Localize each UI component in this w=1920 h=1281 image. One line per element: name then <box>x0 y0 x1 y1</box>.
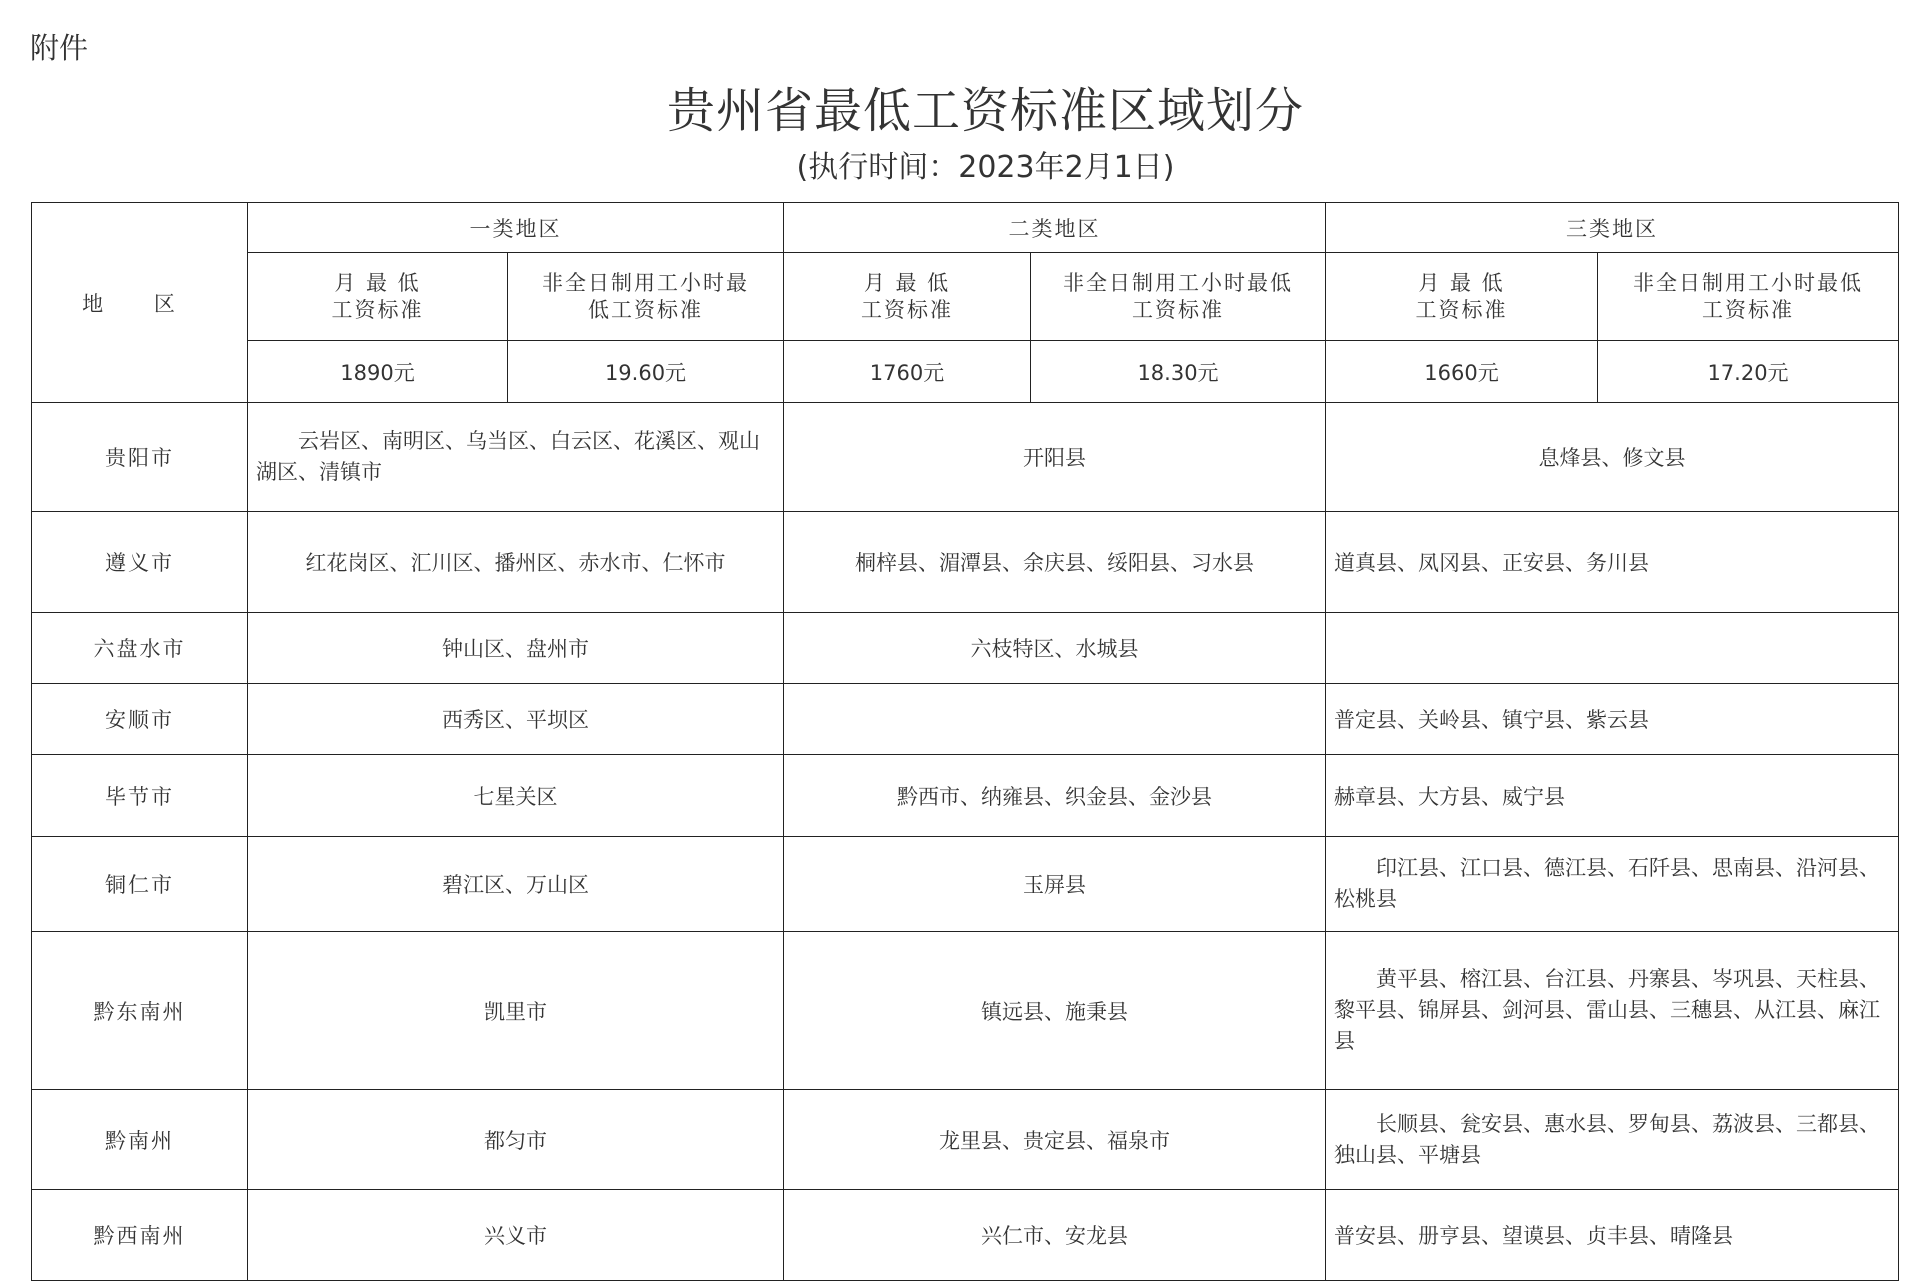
region-name: 贵阳市 <box>32 403 248 512</box>
tier-1-areas: 云岩区、南明区、乌当区、白云区、花溪区、观山湖区、清镇市 <box>248 403 784 512</box>
region-name: 六盘水市 <box>32 613 248 684</box>
tier-1-areas: 兴义市 <box>248 1190 784 1281</box>
tier-2-monthly-wage: 1760元 <box>784 341 1031 403</box>
tier-1-monthly-header: 月 最 低 工资标准 <box>248 253 508 341</box>
tier-3-areas <box>1326 613 1899 684</box>
document-title: 贵州省最低工资标准区域划分 <box>666 83 1304 139</box>
tier-2-areas: 龙里县、贵定县、福泉市 <box>784 1090 1326 1190</box>
tier-1-areas: 西秀区、平坝区 <box>248 684 784 755</box>
region-name: 遵义市 <box>32 512 248 613</box>
tier-2-areas <box>784 684 1326 755</box>
table-row <box>32 684 1899 755</box>
table-row <box>32 403 1899 512</box>
region-name: 安顺市 <box>32 684 248 755</box>
region-name: 毕节市 <box>32 755 248 837</box>
tier-3-areas: 息烽县、修文县 <box>1326 403 1899 512</box>
tier-1-monthly-wage: 1890元 <box>248 341 508 403</box>
minimum-wage-table <box>31 202 1899 1281</box>
wage-values-row <box>32 341 1899 403</box>
table-row <box>32 932 1899 1090</box>
table-row <box>32 1090 1899 1190</box>
tier-3-areas: 普安县、册亨县、望谟县、贞丰县、晴隆县 <box>1326 1190 1899 1281</box>
tier-3-areas: 长顺县、瓮安县、惠水县、罗甸县、荔波县、三都县、独山县、平塘县 <box>1326 1090 1899 1190</box>
tier-2-areas: 开阳县 <box>784 403 1326 512</box>
tier-3-areas: 黄平县、榕江县、台江县、丹寨县、岑巩县、天柱县、黎平县、锦屏县、剑河县、雷山县、三穗县、从江县、麻江县 <box>1326 932 1899 1090</box>
tier-2-monthly-header: 月 最 低 工资标准 <box>784 253 1031 341</box>
tier-3-areas: 普定县、关岭县、镇宁县、紫云县 <box>1326 684 1899 755</box>
tier-3-monthly-header: 月 最 低 工资标准 <box>1326 253 1598 341</box>
area-column-header: 地 区 <box>32 203 248 403</box>
table-row <box>32 613 1899 684</box>
tier-2-areas: 镇远县、施秉县 <box>784 932 1326 1090</box>
tier-1-header: 一类地区 <box>248 203 784 253</box>
tier-1-hourly-header: 非全日制用工小时最 低工资标准 <box>508 253 784 341</box>
tier-3-areas: 印江县、江口县、德江县、石阡县、思南县、沿河县、松桃县 <box>1326 837 1899 932</box>
tier-1-areas: 钟山区、盘州市 <box>248 613 784 684</box>
tier-1-hourly-wage: 19.60元 <box>508 341 784 403</box>
tier-2-areas: 桐梓县、湄潭县、余庆县、绥阳县、习水县 <box>784 512 1326 613</box>
document-subtitle: (执行时间：2023年2月1日) <box>796 150 1175 185</box>
table-row <box>32 755 1899 837</box>
tier-3-areas: 赫章县、大方县、威宁县 <box>1326 755 1899 837</box>
tier-2-hourly-header: 非全日制用工小时最低 工资标准 <box>1031 253 1326 341</box>
wage-type-header-row <box>32 253 1899 341</box>
tier-3-monthly-wage: 1660元 <box>1326 341 1598 403</box>
tier-3-hourly-wage: 17.20元 <box>1598 341 1899 403</box>
tier-2-areas: 黔西市、纳雍县、织金县、金沙县 <box>784 755 1326 837</box>
tier-2-areas: 六枝特区、水城县 <box>784 613 1326 684</box>
tier-2-areas: 兴仁市、安龙县 <box>784 1190 1326 1281</box>
region-name: 黔东南州 <box>32 932 248 1090</box>
tier-2-hourly-wage: 18.30元 <box>1031 341 1326 403</box>
region-name: 黔西南州 <box>32 1190 248 1281</box>
table-row <box>32 1190 1899 1281</box>
tier-1-areas: 碧江区、万山区 <box>248 837 784 932</box>
tier-3-areas: 道真县、凤冈县、正安县、务川县 <box>1326 512 1899 613</box>
region-name: 铜仁市 <box>32 837 248 932</box>
attachment-label: 附件 <box>30 31 89 65</box>
tier-header-row <box>32 203 1899 253</box>
table-row <box>32 512 1899 613</box>
tier-2-areas: 玉屏县 <box>784 837 1326 932</box>
tier-1-areas: 凯里市 <box>248 932 784 1090</box>
tier-3-hourly-header: 非全日制用工小时最低 工资标准 <box>1598 253 1899 341</box>
tier-1-areas: 红花岗区、汇川区、播州区、赤水市、仁怀市 <box>248 512 784 613</box>
tier-1-areas: 七星关区 <box>248 755 784 837</box>
tier-2-header: 二类地区 <box>784 203 1326 253</box>
tier-3-header: 三类地区 <box>1326 203 1899 253</box>
region-name: 黔南州 <box>32 1090 248 1190</box>
tier-1-areas: 都匀市 <box>248 1090 784 1190</box>
table-row <box>32 837 1899 932</box>
